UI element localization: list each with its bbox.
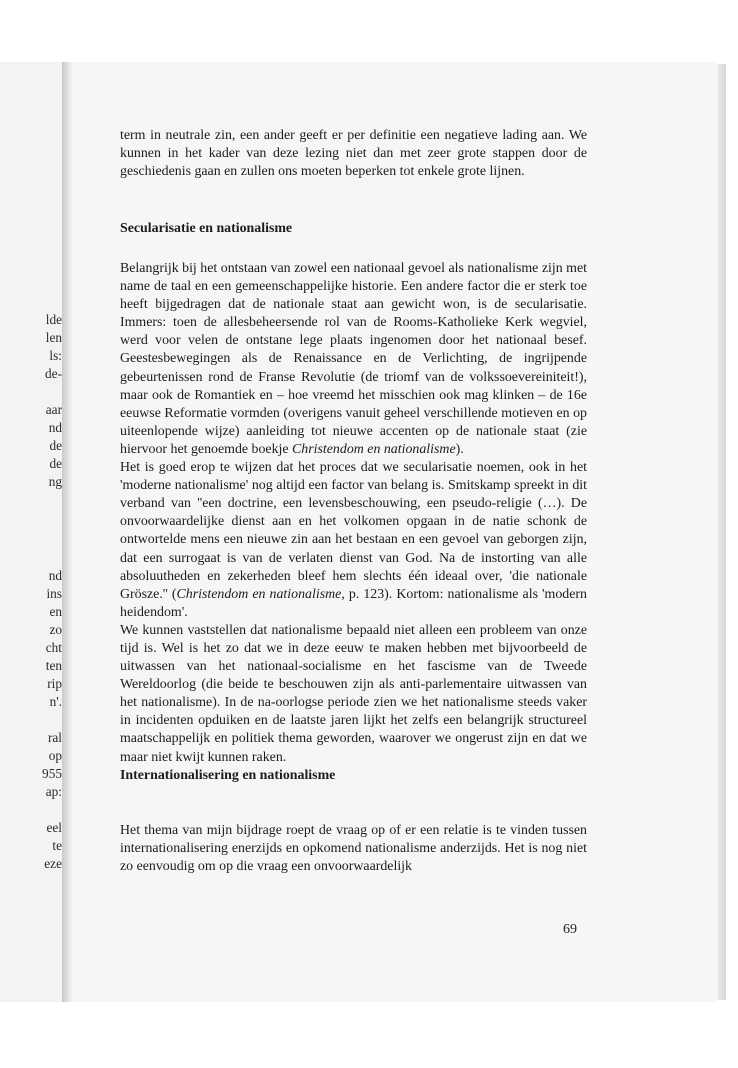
left-page-fragment: ins: [46, 586, 62, 601]
left-page: [0, 62, 62, 1002]
left-page-fragment: 955: [42, 766, 62, 781]
paragraph-1-end: ).: [455, 441, 464, 457]
left-page-fragment: zo: [49, 622, 62, 637]
intro-paragraph: term in neutrale zin, een ander geeft er per definitie een negatieve lading aan. We kunnen in het kader van deze lezing niet dan met zeer grote stappen door de geschiedenis gaan en zullen ons moeten beperken tot enkele grote lijnen.: [120, 128, 587, 180]
book-title-reference: Christendom en nationalisme: [292, 441, 456, 457]
body-paragraph-1: [120, 260, 587, 459]
left-page-fragment: nd: [48, 568, 62, 583]
left-page-fragment: ten: [45, 658, 62, 673]
left-page-fragment: eze: [44, 856, 62, 871]
left-page-fragment: nd: [48, 420, 62, 435]
body-block: [120, 260, 587, 785]
left-page-fragment: ral: [47, 730, 62, 745]
paragraph-2-text: Het is goed erop te wijzen dat het proces dat we secularisatie noemen, ook in het 'moderne nationalisme' nog altijd een factor van belang is. Smitskamp spreekt in dit verband van ''een doctrine, een levensbeschouwing, een pseudo-religie (…). De onvoorwaardelijke dienst aan en het volkomen opgaan in de natie schonk de ontwortelde mens een nieuwe zin aan het bestaan en een gevoel van geborgen zijn, dat een surrogaat is van de verlaten dienst van God. Na de instorting van alle absoluutheden en zekerheden bleef hem slechts één ideaal over, 'die nationale Grösze.'' (: [120, 460, 587, 602]
left-page-fragment: de: [49, 438, 62, 453]
left-page-fragment: rip: [47, 676, 62, 691]
closing-block: [120, 822, 587, 876]
secularisatie-section: [120, 220, 587, 238]
left-page-fragment: en: [49, 604, 62, 619]
paragraph-2-end: , p. 123). Kortom: nationalisme als 'modern heidendom'.: [120, 586, 587, 620]
left-page-fragment: lde: [45, 312, 62, 327]
left-page-fragment: op: [48, 748, 62, 763]
section-heading-internationalisering: Internationalisering en nationalisme: [120, 767, 336, 783]
page-number: 69: [563, 922, 577, 937]
paragraph-1-text: Belangrijk bij het ontstaan van zowel een nationaal gevoel als nationalisme zijn met name de taal en een gemeenschappelijke historie. Een andere factor die er sterk toe heeft bijgedragen dat de nationale staat aan gewicht won, is de secularisatie. Immers: toen de allesbeheersende rol van de Rooms-Katholieke Kerk wegviel, werd voor velen de ontstane lege plaats ingenomen door het nationaal besef. Geestesbewegingen als de Renaissance en de Verlichting, de ingrijpende gebeurtenissen rond de Franse Revolutie (de triomf van de volkssoevereiniteit!), maar ook de Romantiek en – hoe vreemd het misschien ook mag klinken – de 16e eeuwse Reformatie vormden (overigens vanuit geheel verschillende motieven en op uiteenlopende wijze) aanleiding tot nieuwe accenten op de nationale staat (zie hiervoor het genoemde boekje: [120, 261, 587, 457]
left-page-fragment: ap:: [45, 784, 62, 799]
left-page-fragment: de: [49, 456, 62, 471]
left-page-fragment: n'.: [49, 694, 62, 709]
body-paragraph-2: [120, 459, 587, 622]
left-page-fragment: eel: [46, 820, 62, 835]
left-page-fragment: aar: [45, 402, 62, 417]
intro-block: [120, 127, 587, 181]
left-page-fragment: te: [52, 838, 62, 853]
page-edge: [718, 64, 726, 1000]
left-page-fragment: len: [45, 330, 62, 345]
book-title-reference: Christendom en nationalisme: [176, 586, 342, 602]
left-page-fragment: cht: [45, 640, 62, 655]
left-page-fragment: ng: [48, 474, 62, 489]
left-page-fragment: ls:: [49, 348, 62, 363]
section-heading-secularisatie: Secularisatie en nationalisme: [120, 221, 293, 236]
body-paragraph-4: Het thema van mijn bijdrage roept de vraag op of er een relatie is te vinden tussen internationalisering enerzijds en opkomend nationalisme anderzijds. Het is nog niet zo eenvoudig om op die vraag een onvoorwaardelijk: [120, 823, 587, 875]
body-paragraph-3: We kunnen vaststellen dat nationalisme bepaald niet alleen een probleem van onze tijd is. Wel is het zo dat we in deze eeuw te maken hebben met bijvoorbeeld de uitwassen van het nationaal-socialisme en het fascisme van de Tweede Wereldoorlog (die beide te beschouwen zijn als anti-parlementaire uitwassen van het nationalisme). In de na-oorlogse periode zien we het nationalisme steeds vaker in incidenten opduiken en de laatste jaren lijkt het zelfs een belangrijk structureel maatschappelijk en politiek thema geworden, waarover we ongerust zijn en dat we maar niet kwijt kunnen raken.: [120, 622, 587, 765]
left-page-fragment: de-: [45, 366, 62, 381]
book-spine: [62, 62, 72, 1002]
